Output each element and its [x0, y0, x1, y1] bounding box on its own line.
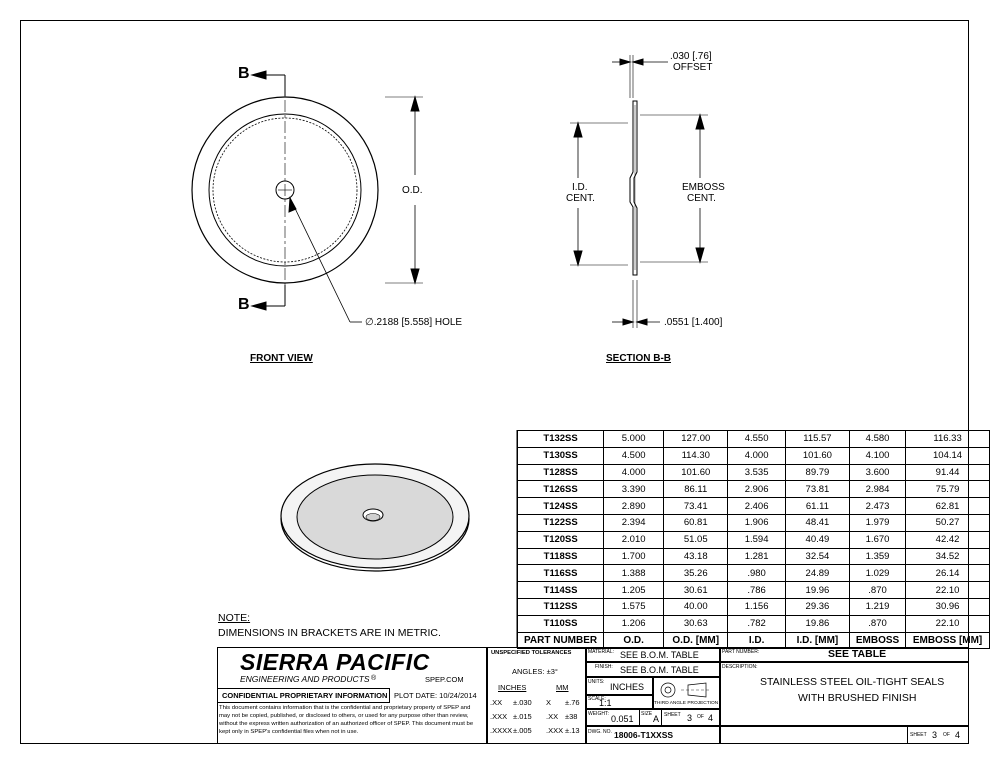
id-label: I.D. [572, 182, 588, 193]
description-line1: STAINLESS STEEL OIL-TIGHT SEALS [760, 676, 945, 688]
table-cell: T116SS [518, 565, 604, 582]
table-cell: 30.63 [664, 615, 728, 632]
table-cell: T124SS [518, 498, 604, 515]
tolerance-value: ±.015 [513, 712, 532, 721]
column-header: EMBOSS [849, 632, 905, 649]
table-row [518, 498, 990, 515]
table-cell: .870 [849, 582, 905, 599]
table-cell: 86.11 [664, 481, 728, 498]
table-cell: 30.96 [906, 598, 990, 615]
table-cell: 2.394 [604, 514, 664, 531]
table-cell: 62.81 [906, 498, 990, 515]
table-cell: 1.670 [849, 531, 905, 548]
table-cell: 1.205 [604, 582, 664, 599]
emboss-cent-label: CENT. [687, 193, 716, 204]
table-cell: 19.96 [785, 582, 849, 599]
partnum-value: SEE TABLE [828, 648, 887, 660]
third-angle-projection-icon [658, 680, 716, 700]
tolerance-value: .XXX [546, 726, 564, 735]
table-cell: 75.79 [906, 481, 990, 498]
table-cell: 5.000 [604, 431, 664, 448]
description-label: DESCRIPTION: [722, 664, 758, 670]
table-cell: 1.979 [849, 514, 905, 531]
table-row [518, 514, 990, 531]
table-cell: T114SS [518, 582, 604, 599]
table-cell: 34.52 [906, 548, 990, 565]
section-marker-bottom: B [238, 296, 250, 313]
tolerance-value: .XX [490, 698, 503, 707]
note-title: NOTE: [218, 612, 251, 624]
table-cell: 30.61 [664, 582, 728, 599]
table-row [518, 431, 990, 448]
confidential-label: CONFIDENTIAL PROPRIETARY INFORMATION [222, 691, 388, 700]
table-cell: 1.206 [604, 615, 664, 632]
table-cell: 1.156 [728, 598, 786, 615]
table-cell: 1.700 [604, 548, 664, 565]
tol-mm-hdr: MM [556, 683, 569, 692]
front-view-title: FRONT VIEW [250, 353, 313, 364]
table-cell: T118SS [518, 548, 604, 565]
table-cell: 1.219 [849, 598, 905, 615]
table-cell: T126SS [518, 481, 604, 498]
od-label: O.D. [402, 185, 423, 196]
of2-label: OF [943, 732, 950, 738]
finish-value: SEE B.O.M. TABLE [620, 665, 699, 675]
tolerance-value: ±.005 [513, 726, 532, 735]
company-name: SIERRA PACIFIC [240, 649, 430, 675]
table-cell: .980 [728, 565, 786, 582]
table-cell: 40.49 [785, 531, 849, 548]
table-cell: 51.05 [664, 531, 728, 548]
table-cell: 3.600 [849, 464, 905, 481]
table-cell: T110SS [518, 615, 604, 632]
table-cell: 4.000 [728, 447, 786, 464]
divider [639, 709, 640, 726]
table-cell: .782 [728, 615, 786, 632]
front-view [192, 71, 423, 322]
parts-table [517, 430, 990, 649]
table-row [518, 598, 990, 615]
table-cell: 89.79 [785, 464, 849, 481]
table-cell: 35.26 [664, 565, 728, 582]
section-view-title: SECTION B-B [606, 353, 671, 364]
table-cell: 48.41 [785, 514, 849, 531]
sheet2-value: 3 [932, 730, 938, 740]
table-cell: 1.575 [604, 598, 664, 615]
table-cell: 115.57 [785, 431, 849, 448]
units-label: UNITS: [588, 679, 605, 685]
table-cell: 22.10 [906, 615, 990, 632]
note-text: DIMENSIONS IN BRACKETS ARE IN METRIC. [218, 627, 441, 639]
table-cell: T128SS [518, 464, 604, 481]
tolerance-value: ±.76 [565, 698, 580, 707]
scale-value: 1:1 [599, 698, 612, 708]
tolerance-value: ±38 [565, 712, 578, 721]
table-cell: 61.11 [785, 498, 849, 515]
units-value: INCHES [610, 682, 645, 692]
table-cell: 4.000 [604, 464, 664, 481]
partnum-label: PART NUMBER: [722, 649, 760, 655]
table-cell: 43.18 [664, 548, 728, 565]
column-header: O.D. [604, 632, 664, 649]
tol-angles: ANGLES: ±3° [512, 667, 558, 676]
description-line2: WITH BRUSHED FINISH [798, 692, 917, 704]
id-cent-label: CENT. [566, 193, 595, 204]
table-cell: .870 [849, 615, 905, 632]
table-cell: 4.550 [728, 431, 786, 448]
table-cell: 73.81 [785, 481, 849, 498]
column-header: I.D. [728, 632, 786, 649]
plot-date: PLOT DATE: 10/24/2014 [394, 691, 477, 700]
table-cell: 116.33 [906, 431, 990, 448]
table-cell: T132SS [518, 431, 604, 448]
table-cell: 24.89 [785, 565, 849, 582]
finish-label: FINISH: [595, 664, 613, 670]
table-cell: 4.580 [849, 431, 905, 448]
column-header: EMBOSS [MM] [906, 632, 990, 649]
table-cell: 127.00 [664, 431, 728, 448]
material-label: MATERIAL: [588, 649, 615, 655]
dwg-label: DWG. NO. [588, 729, 612, 735]
table-row [518, 565, 990, 582]
of-label: OF [697, 714, 704, 720]
weight-value: 0.051 [611, 714, 634, 724]
table-cell: T112SS [518, 598, 604, 615]
hole-label: ∅.2188 [5.558] HOLE [365, 317, 463, 328]
table-cell: 22.10 [906, 582, 990, 599]
emboss-label: EMBOSS [682, 182, 725, 193]
table-cell: 1.029 [849, 565, 905, 582]
table-row [518, 481, 990, 498]
tolerance-value: .XXX [490, 712, 508, 721]
thickness-label: .0551 [1.400] [664, 317, 723, 328]
table-cell: T122SS [518, 514, 604, 531]
table-cell: 101.60 [664, 464, 728, 481]
tolerance-value: .XXXX [490, 726, 513, 735]
table-cell: 26.14 [906, 565, 990, 582]
section-marker-top: B [238, 65, 250, 82]
table-row [518, 582, 990, 599]
table-cell: 4.500 [604, 447, 664, 464]
column-header: I.D. [MM] [785, 632, 849, 649]
table-cell: T120SS [518, 531, 604, 548]
scale-label: SCALE: [588, 696, 606, 702]
dwg-value: 18006-T1XXSS [614, 730, 674, 740]
tolerance-value: ±.13 [565, 726, 580, 735]
table-cell: 2.473 [849, 498, 905, 515]
table-cell: 3.535 [728, 464, 786, 481]
table-cell: 32.54 [785, 548, 849, 565]
tol-title: UNSPECIFIED TOLERANCES [491, 650, 572, 656]
tolerance-value: ±.030 [513, 698, 532, 707]
table-cell: 50.27 [906, 514, 990, 531]
registered-mark: ® [371, 675, 377, 682]
table-cell: .786 [728, 582, 786, 599]
table-cell: 101.60 [785, 447, 849, 464]
offset-value: .030 [.76] [670, 51, 712, 62]
size-value: A [653, 714, 660, 724]
table-cell: 91.44 [906, 464, 990, 481]
table-cell: 2.984 [849, 481, 905, 498]
table-cell: 4.100 [849, 447, 905, 464]
isometric-view [281, 464, 469, 571]
table-cell: 114.30 [664, 447, 728, 464]
company-web: SPEP.COM [425, 675, 464, 684]
table-cell: 19.86 [785, 615, 849, 632]
table-row [518, 447, 990, 464]
tol-inches-hdr: INCHES [498, 683, 527, 692]
table-cell: 2.890 [604, 498, 664, 515]
table-cell: 29.36 [785, 598, 849, 615]
table-cell: 73.41 [664, 498, 728, 515]
table-cell: 1.906 [728, 514, 786, 531]
projection-label: THIRD ANGLE PROJECTION [654, 701, 719, 706]
disclaimer: This document contains information that is the confidential and proprietary property of SPEP and may not be copied, published, or disclosed to others, or used for any purpose other than review, without the express written authorization of an authorized officer of SPEP. This document must be kept only in SPEP's confidential files when not in use. [219, 705, 474, 735]
company-sub: ENGINEERING AND PRODUCTS [240, 674, 370, 684]
sheet-value: 3 [687, 713, 693, 723]
weight-label: WEIGHT: [588, 711, 609, 717]
divider [661, 709, 662, 726]
table-cell: 1.281 [728, 548, 786, 565]
table-cell: T130SS [518, 447, 604, 464]
size-label: SIZE [641, 711, 653, 717]
divider [907, 726, 908, 744]
sheet-label: SHEET [664, 712, 681, 718]
table-cell: 1.388 [604, 565, 664, 582]
table-cell: 1.594 [728, 531, 786, 548]
table-cell: 2.406 [728, 498, 786, 515]
of-value: 4 [708, 713, 714, 723]
table-cell: 2.010 [604, 531, 664, 548]
material-value: SEE B.O.M. TABLE [620, 650, 699, 660]
table-cell: 42.42 [906, 531, 990, 548]
tolerance-value: .XX [546, 712, 559, 721]
column-header: O.D. [MM] [664, 632, 728, 649]
offset-label: OFFSET [673, 62, 713, 73]
table-row [518, 615, 990, 632]
table-cell: 104.14 [906, 447, 990, 464]
table-cell: 3.390 [604, 481, 664, 498]
table-cell: 60.81 [664, 514, 728, 531]
tolerance-value: X [546, 698, 552, 707]
table-row [518, 464, 990, 481]
table-row [518, 531, 990, 548]
table-cell: 2.906 [728, 481, 786, 498]
table-cell: 40.00 [664, 598, 728, 615]
table-row [518, 548, 990, 565]
table-cell: 1.359 [849, 548, 905, 565]
of2-value: 4 [955, 730, 961, 740]
column-header: PART NUMBER [518, 632, 604, 649]
sheet2-label: SHEET [910, 732, 927, 738]
